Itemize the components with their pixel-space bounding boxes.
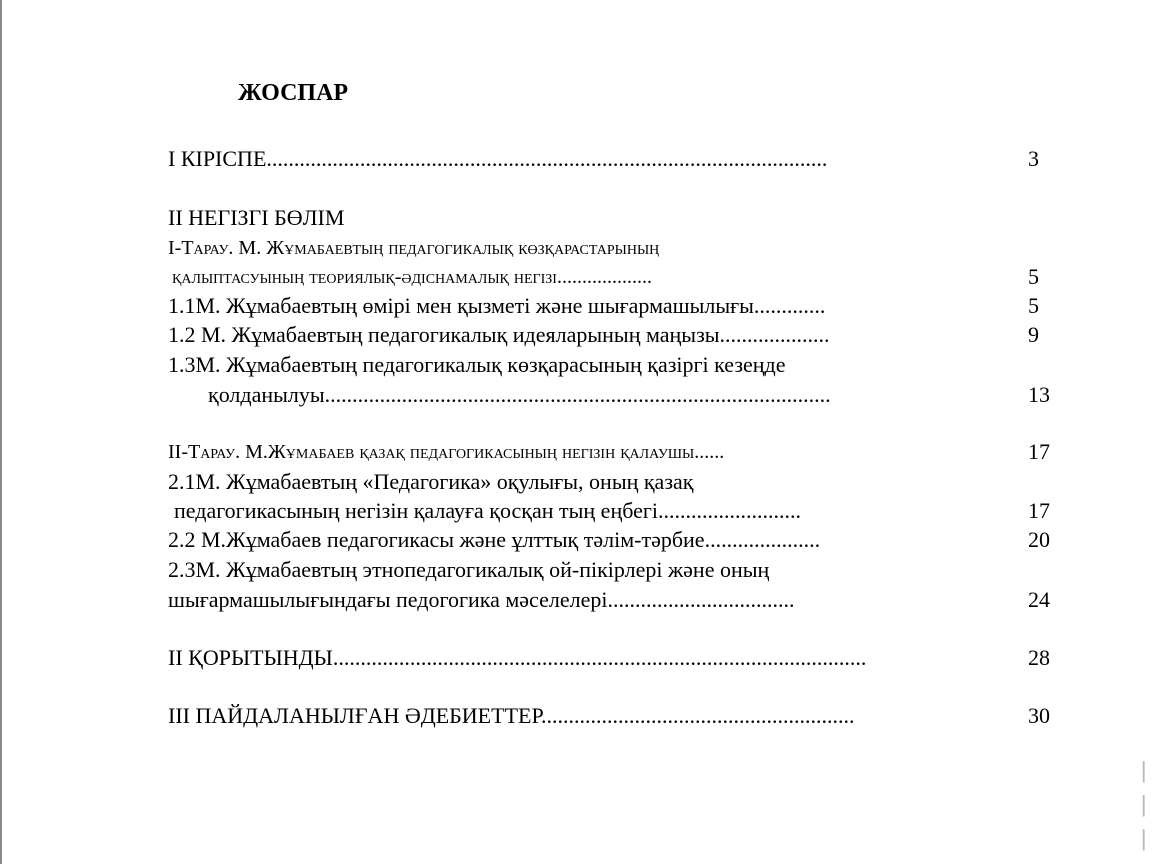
toc-entry-2-2: 2.2 М.Жұмабаев педагогикасы және ұлттық тәлім-тәрбие..................... [168,527,821,552]
toc-page-number: 9 [1028,322,1039,347]
toc-leader-dots: ............. [753,293,826,318]
toc-page-number: 3 [1028,146,1039,171]
toc-entry-intro [168,146,827,172]
toc-section-heading: II НЕГІЗГІ БӨЛІМ [168,205,345,230]
toc-entry-1-3-line1: 1.3М. Жұмабаевтың педагогикалық көзқарасының қазіргі кезеңде [168,352,786,377]
toc-leader-dots: ................... [556,266,652,288]
toc-entry-conclusion: II ҚОРЫТЫНДЫ................................................................................................. [168,645,867,670]
toc-leader-dots: .................................. [607,587,795,612]
toc-entry-1-1: 1.1М. Жұмабаевтың өмірі мен қызметі және шығармашылығы............. [168,293,826,318]
toc-leader-dots: .................... [719,322,830,347]
toc-entry-2-1-line2: педагогикасының негізін қалауға қосқан тың еңбегі.......................... [174,498,802,523]
toc-page-number: 17 [1028,439,1050,464]
toc-entry-1-3-line2: қолданылуы............................................................................................ [208,382,831,407]
toc-leader-dots: ...... [694,441,725,463]
toc-entry-2-3-line1: 2.3М. Жұмабаевтың этнопедагогикалық ой-пікірлері және оның [168,557,770,582]
edge-ghost-mark: ▏ [1143,830,1157,850]
toc-leader-dots: ................................................................................................. [332,645,867,670]
toc-leader-dots: ......................................................... [540,703,855,728]
toc-page-number: 28 [1028,645,1050,670]
toc-page-number: 30 [1028,703,1050,728]
toc-page-number: 5 [1028,293,1039,318]
toc-chapter-1-line1: I-Тарау. М. Жұмабаевтың педагогикалық көзқарастарының [168,237,660,259]
toc-entry-2-1-line1: 2.1М. Жұмабаевтың «Педагогика» оқулығы, оның қазақ [168,469,694,494]
toc-entry-2-3-line2: шығармашылығындағы педогогика мәселелері.................................. [168,587,795,612]
toc-chapter-2: II-Тарау. М.Жұмабаев қазақ педагогикасының негізін қалаушы...... [168,441,725,463]
toc-label: I КІРІСПЕ [168,146,267,171]
page-title: ЖОСПАР [238,80,349,106]
toc-page-number: 20 [1028,527,1050,552]
toc-leader-dots: ...................................................................................................... [266,146,828,171]
page-left-edge [0,0,2,864]
toc-chapter-1-line2: қалыптасуының теориялық-әдіснамалық негізі................... [172,266,652,288]
toc-leader-dots: ..................... [704,527,821,552]
edge-ghost-mark: ▏ [1143,762,1157,782]
toc-page-number: 24 [1028,587,1050,612]
toc-page-number: 13 [1028,382,1050,407]
toc-page-number: 5 [1028,264,1039,289]
toc-page-number: 17 [1028,498,1050,523]
toc-leader-dots: ............................................................................................ [324,382,831,407]
toc-entry-1-2: 1.2 М. Жұмабаевтың педагогикалық идеяларының маңызы.................... [168,322,830,347]
toc-leader-dots: .......................... [658,498,802,523]
toc-entry-references: III ПАЙДАЛАНЫЛҒАН ӘДЕБИЕТТЕР......................................................... [168,703,855,728]
edge-ghost-mark: ▏ [1143,796,1157,816]
